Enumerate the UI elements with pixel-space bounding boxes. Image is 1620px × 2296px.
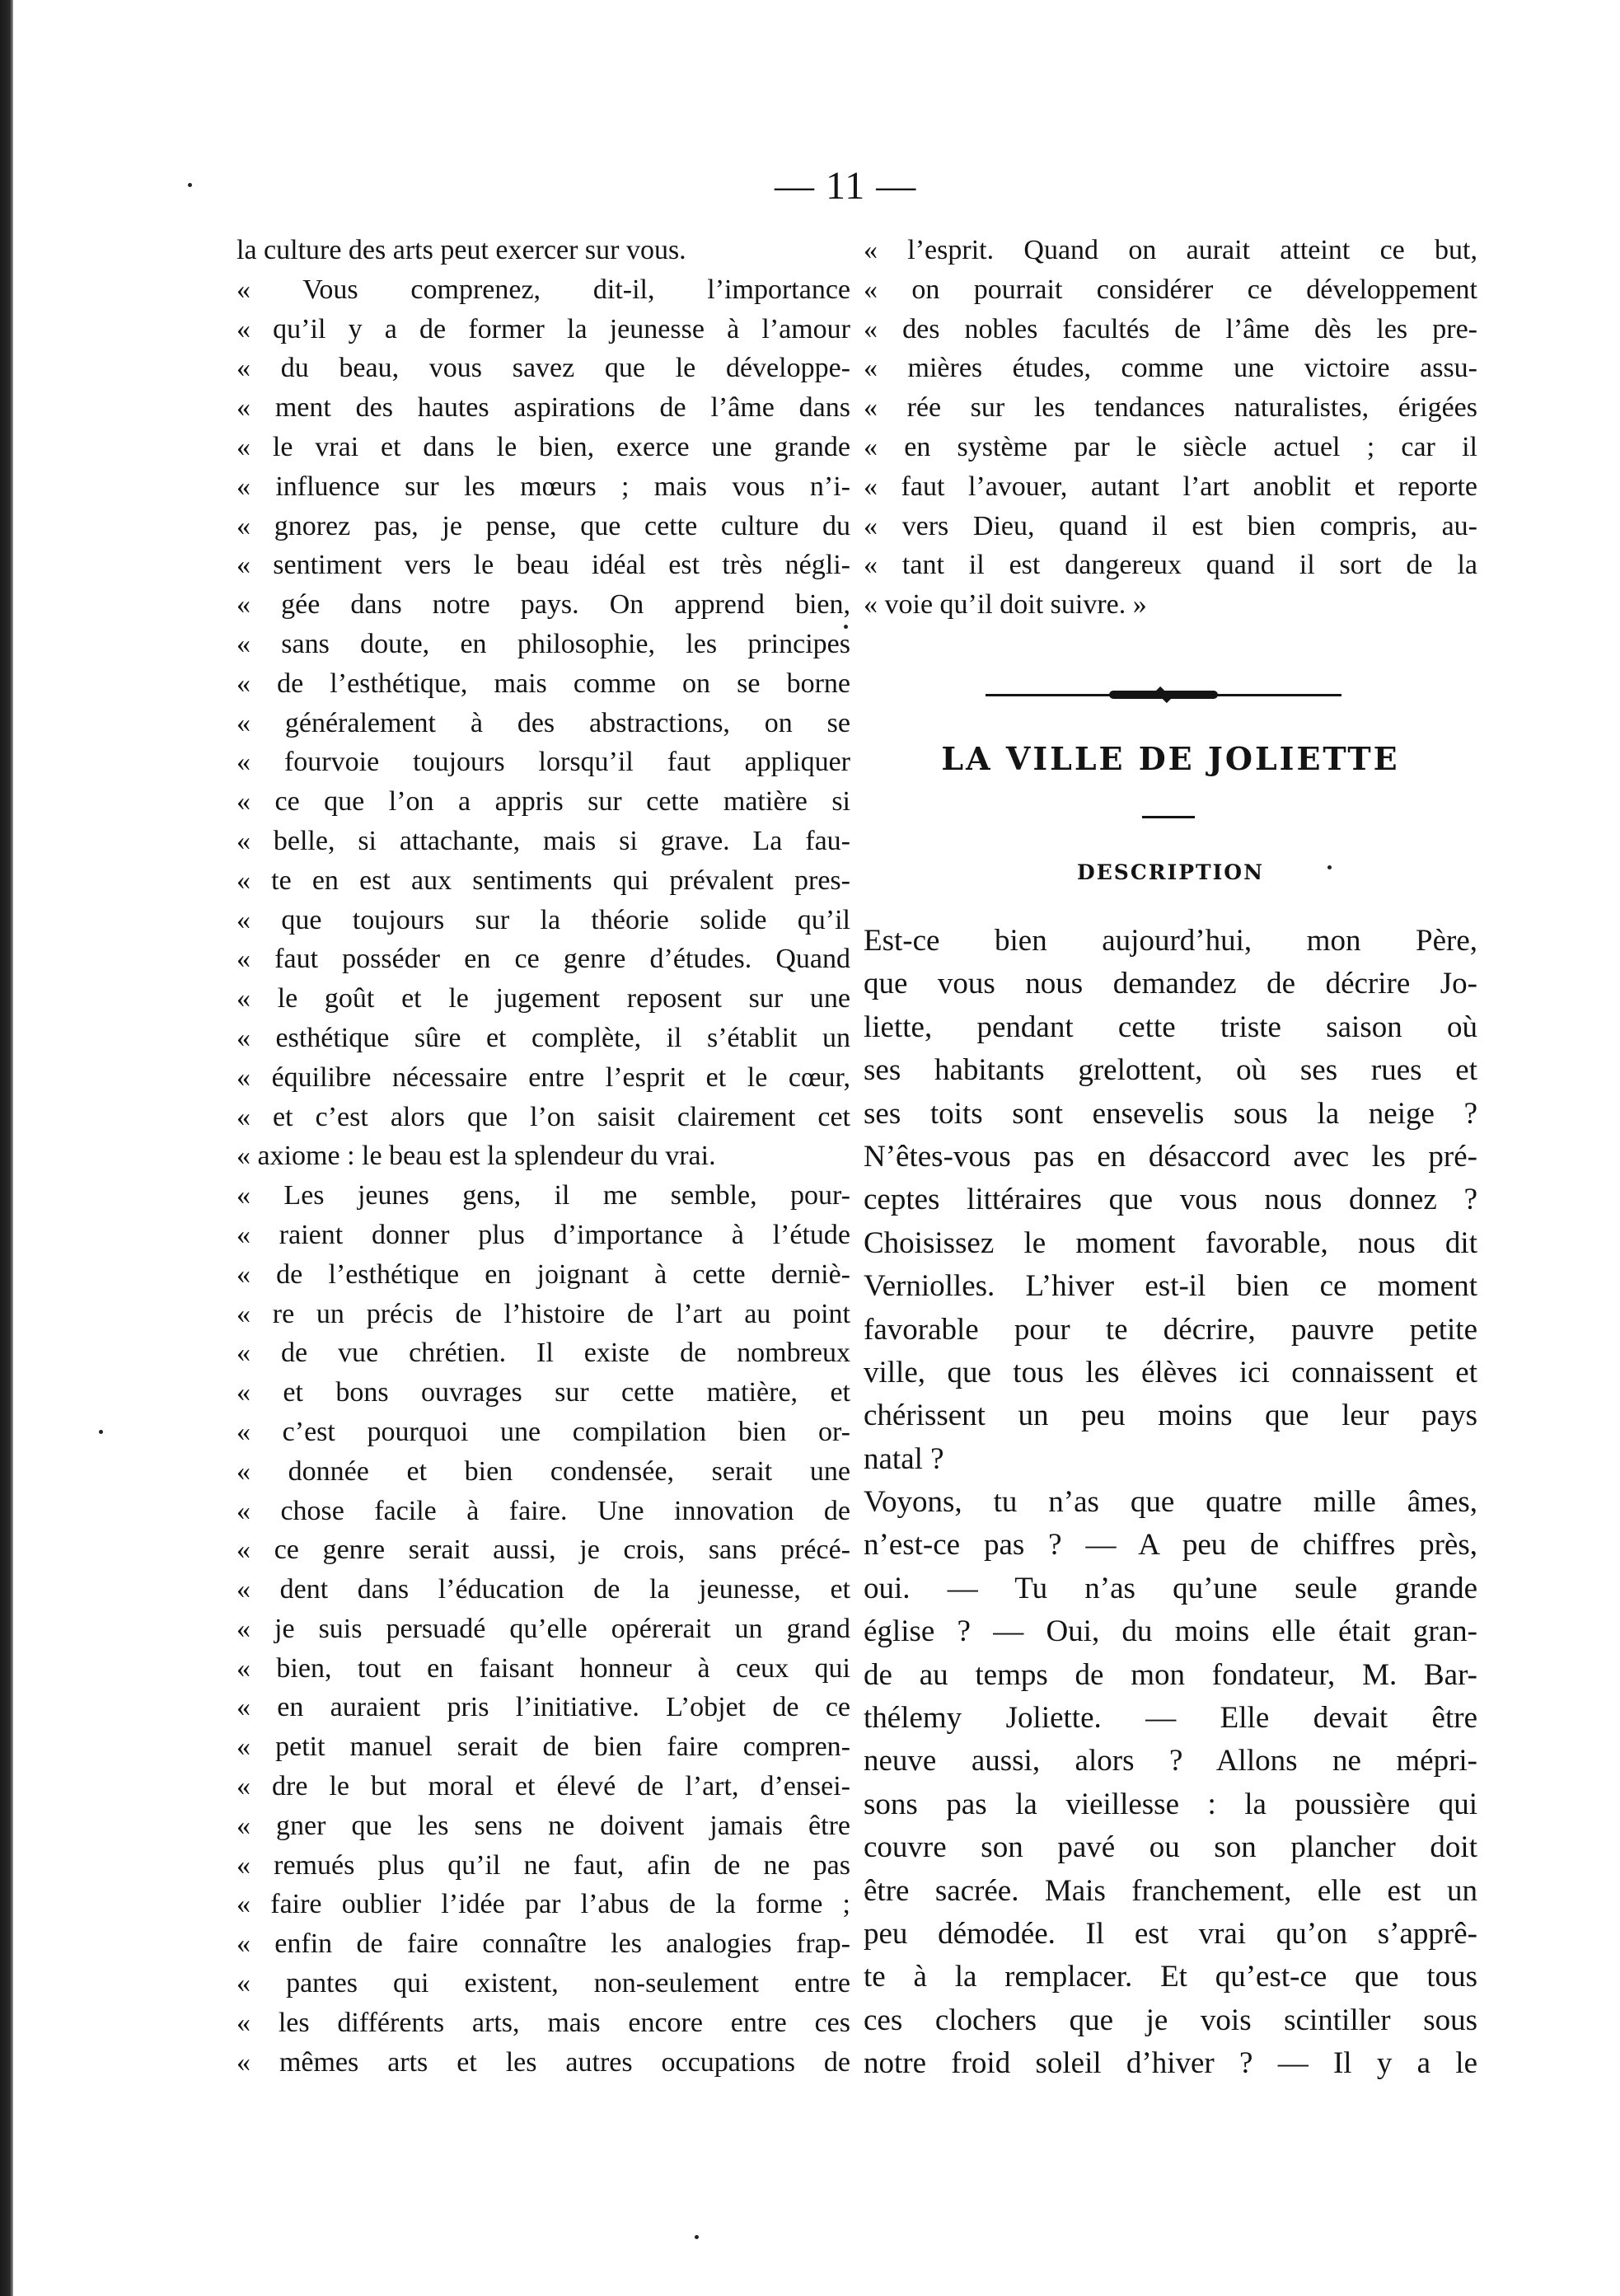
book-spine-edge [0,0,13,2296]
text-line: neuve aussi, alors ? Allons ne mépri- [864,1744,1477,1778]
section-subtitle: DESCRIPTION [1077,860,1264,884]
left-column-text [236,231,850,2082]
text-line: « mières études, comme une victoire assu- [864,353,1477,384]
page-number: — 11 — [775,164,917,208]
text-line: « généralement à des abstractions, on se [236,707,850,738]
text-line: ceptes littéraires que vous nous donnez ? [864,1183,1477,1217]
text-line: oui. — Tu n’as qu’une seule grande [864,1571,1477,1605]
text-line: « raient donner plus d’importance à l’étude [236,1219,850,1250]
text-line: « des nobles facultés de l’âme dès les pre- [864,313,1477,344]
text-line: Choisissez le moment favorable, nous dit [864,1225,1477,1260]
text-line: « Les jeunes gens, il me semble, pour- [236,1180,850,1211]
text-line: « faut posséder en ce genre d’études. Quand [236,944,850,975]
text-line: « les différents arts, mais encore entre ces [236,2007,850,2038]
text-line: église ? — Oui, du moins elle était gran- [864,1614,1477,1649]
ornamental-divider [986,686,1341,704]
text-line: « axiome : le beau est la splendeur du vrai. [236,1141,716,1172]
text-line: « on pourrait considérer ce développement [864,274,1477,305]
text-line: ses habitants grelottent, où ses rues et [864,1053,1477,1088]
text-line: « de vue chrétien. Il existe de nombreux [236,1338,850,1369]
text-line: te à la remplacer. Et qu’est-ce que tous [864,1960,1477,1994]
text-line: « en système par le siècle actuel ; car il [864,431,1477,462]
text-line: couvre son pavé ou son plancher doit [864,1830,1477,1865]
text-line: « je suis persuadé qu’elle opérerait un grand [236,1613,850,1644]
text-line: sons pas la vieillesse : la poussière qui [864,1787,1477,1821]
text-line: peu démodée. Il est vrai qu’on s’apprê- [864,1916,1477,1951]
text-line: « faut l’avouer, autant l’art anoblit et reporte [864,471,1477,502]
text-line: favorable pour te décrire, pauvre petite [864,1312,1477,1347]
title-rule [1142,816,1195,818]
text-line: N’êtes-vous pas en désaccord avec les pré- [864,1139,1477,1174]
text-line: « le goût et le jugement reposent sur une [236,983,850,1014]
text-line: « l’esprit. Quand on aurait atteint ce but, [864,235,1477,265]
text-line: « dent dans l’éducation de la jeunesse, et [236,1574,850,1605]
text-line: « gée dans notre pays. On apprend bien, [236,589,850,621]
text-line: « sentiment vers le beau idéal est très négli- [236,550,850,581]
text-line: liette, pendant cette triste saison où [864,1010,1477,1044]
text-line: « ment des hautes aspirations de l’âme dans [236,392,850,424]
text-line: être sacrée. Mais franchement, elle est un [864,1873,1477,1908]
text-line: ville, que tous les élèves ici connaissent et [864,1355,1477,1389]
text-line: « tant il est dangereux quand il sort de la [864,550,1477,581]
text-line: « vers Dieu, quand il est bien compris, au- [864,510,1477,541]
text-line: « équilibre nécessaire entre l’esprit et le cœur, [236,1061,850,1093]
text-line: ces clochers que je vois scintiller sous [864,2003,1477,2037]
print-speck [695,2235,699,2239]
text-line: que vous nous demandez de décrire Jo- [864,967,1477,1001]
text-line: « que toujours sur la théorie solide qu’il [236,904,850,935]
text-line: thélemy Joliette. — Elle devait être [864,1701,1477,1736]
text-line: « remués plus qu’il ne faut, afin de ne pas [236,1849,850,1881]
text-line: « donnée et bien condensée, serait une [236,1455,850,1487]
text-line: « ce genre serait aussi, je crois, sans précé- [236,1535,850,1566]
text-line: natal ? [864,1441,944,1476]
text-line: « de l’esthétique en joignant à cette derniè- [236,1258,850,1290]
text-line: « faire oublier l’idée par l’abus de la forme ; [236,1889,850,1920]
text-line: « esthétique sûre et complète, il s’établit un [236,1022,850,1053]
text-line: « te en est aux sentiments qui prévalent pres- [236,865,850,896]
text-line: « pantes qui existent, non-seulement entre [236,1968,850,1999]
text-line: « le vrai et dans le bien, exerce une grande [236,431,850,462]
text-line: « et bons ouvrages sur cette matière, et [236,1377,850,1408]
text-line: « enfin de faire connaître les analogies frap- [236,1928,850,1960]
divider-ornament-diamond [1155,686,1172,703]
text-line: Est-ce bien aujourd’hui, mon Père, [864,924,1477,958]
text-line: « re un précis de l’histoire de l’art au point [236,1298,850,1329]
right-column-text [864,231,1477,625]
text-line: « gner que les sens ne doivent jamais être [236,1810,850,1841]
text-line: « belle, si attachante, mais si grave. La fau- [236,825,850,856]
text-line: « mêmes arts et les autres occupations de [236,2046,850,2078]
text-line: Voyons, tu n’as que quatre mille âmes, [864,1485,1477,1520]
text-line: « sans doute, en philosophie, les principes [236,628,850,659]
text-line: « c’est pourquoi une compilation bien or- [236,1416,850,1447]
text-line: « de l’esthétique, mais comme on se borne [236,668,850,699]
text-line: « en auraient pris l’initiative. L’objet de ce [236,1692,850,1723]
text-line: « dre le but moral et élevé de l’art, d’ensei- [236,1771,850,1802]
text-line: « chose facile à faire. Une innovation de [236,1495,850,1526]
print-speck [99,1430,103,1434]
text-line: « gnorez pas, je pense, que cette culture du [236,510,850,541]
text-line: « ce que l’on a appris sur cette matière si [236,786,850,818]
text-line: la culture des arts peut exercer sur vous. [236,235,686,265]
text-line: « voie qu’il doit suivre. » [864,589,1147,621]
text-line: chérissent un peu moins que leur pays [864,1399,1477,1433]
section-title: LA VILLE DE JOLIETTE [941,740,1400,777]
text-line: notre froid soleil d’hiver ? — Il y a le [864,2046,1477,2081]
text-line: « et c’est alors que l’on saisit clairement cet [236,1101,850,1132]
text-line: « petit manuel serait de bien faire compren- [236,1731,850,1763]
description-text [864,920,1477,2086]
print-speck [188,183,192,187]
text-line: « rée sur les tendances naturalistes, érigées [864,392,1477,424]
text-line: « bien, tout en faisant honneur à ceux qui [236,1652,850,1684]
text-line: « du beau, vous savez que le développe- [236,353,850,384]
text-line: Verniolles. L’hiver est-il bien ce moment [864,1269,1477,1304]
text-line: ses toits sont ensevelis sous la neige ? [864,1096,1477,1131]
text-line: « fourvoie toujours lorsqu’il faut appliquer [236,747,850,778]
text-line: « Vous comprenez, dit-il, l’importance [236,274,850,305]
text-line: « influence sur les mœurs ; mais vous n’i- [236,471,850,502]
text-line: de au temps de mon fondateur, M. Bar- [864,1657,1477,1692]
text-line: n’est-ce pas ? — A peu de chiffres près, [864,1528,1477,1563]
text-line: « qu’il y a de former la jeunesse à l’amour [236,313,850,344]
